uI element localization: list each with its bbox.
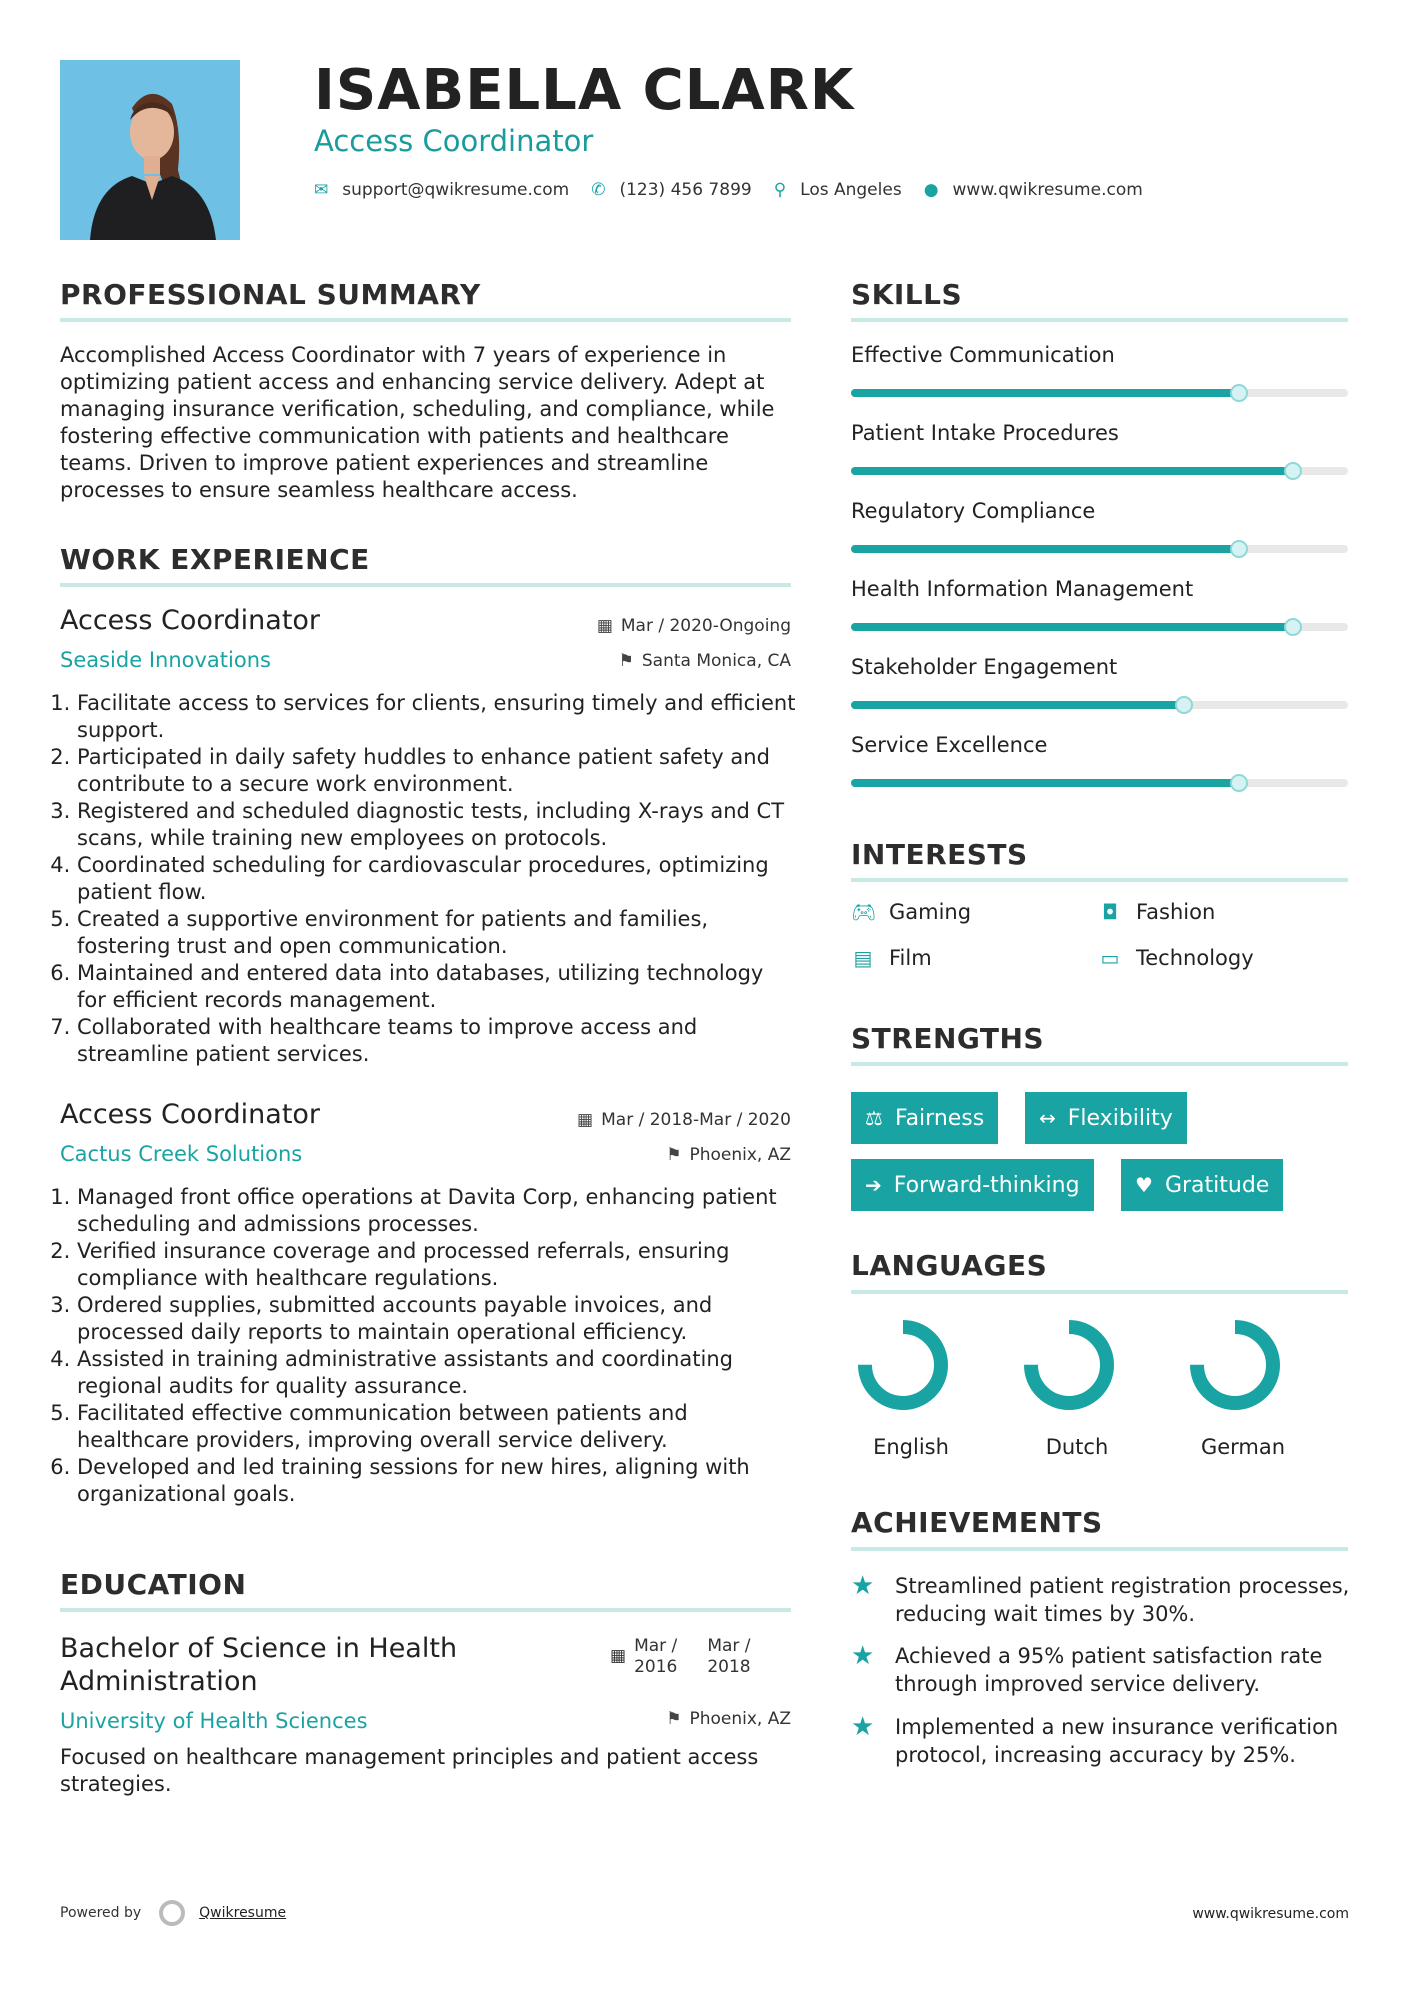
calendar-icon: ▦ — [596, 616, 613, 636]
interest-label: Fashion — [1136, 900, 1216, 924]
job-dates — [577, 1110, 791, 1130]
profile-photo — [60, 60, 240, 240]
job-bullets — [58, 1184, 798, 1508]
footer-website[interactable]: www.qwikresume.com — [1192, 1906, 1349, 1922]
heart-icon: ♥ — [1135, 1173, 1153, 1197]
skills-heading: SKILLS — [851, 278, 963, 311]
skill-label: Health Information Management — [851, 577, 1194, 601]
start-month: Mar / — [634, 1636, 678, 1656]
skill-label: Stakeholder Engagement — [851, 655, 1118, 679]
qwikresume-logo-icon — [159, 1900, 185, 1926]
degree-line: Administration — [60, 1666, 258, 1697]
strength-label: Fairness — [894, 1105, 985, 1131]
job-company: Cactus Creek Solutions — [60, 1142, 303, 1166]
skill-bar — [851, 389, 1348, 397]
email-text: support@qwikresume.com — [342, 180, 570, 200]
contact-bar — [314, 180, 1165, 200]
school-name: University of Health Sciences — [60, 1709, 368, 1733]
job-bullets — [58, 690, 798, 1068]
strength-badge — [851, 1159, 1094, 1211]
achievement-text: Implemented a new insurance verification protocol, increasing accuracy by 25%. — [895, 1715, 1339, 1767]
education-divider — [60, 1608, 791, 1612]
brand-link[interactable]: Qwikresume — [199, 1905, 287, 1921]
job-location-text: Santa Monica, CA — [641, 651, 791, 671]
language-label: Dutch — [1045, 1435, 1109, 1459]
interest-item — [851, 900, 971, 924]
achievements-divider — [851, 1547, 1348, 1551]
calendar-icon: ▦ — [577, 1110, 594, 1130]
gamepad-icon: 🎮︎ — [851, 900, 877, 924]
phone-text: (123) 456 7899 — [619, 180, 752, 200]
skill-bar-fill — [851, 389, 1239, 397]
strength-badge — [1025, 1092, 1187, 1144]
skill-label: Regulatory Compliance — [851, 499, 1096, 523]
skill-bar — [851, 545, 1348, 553]
language-ring — [1190, 1320, 1280, 1410]
film-icon: ▤ — [853, 946, 873, 970]
contact-email[interactable] — [314, 180, 569, 200]
skill-label: Service Excellence — [851, 733, 1048, 757]
balance-scale-icon: ⚖ — [865, 1106, 883, 1130]
interest-label: Gaming — [889, 900, 972, 924]
star-icon: ★ — [851, 1571, 875, 1601]
skill-bar-handle — [1230, 384, 1248, 402]
powered-by-text: Powered by — [60, 1905, 142, 1921]
list-item: 6. Developed and led training sessions for new hires, aligning with organizational goals. — [77, 1454, 798, 1508]
language-ring — [858, 1320, 948, 1410]
achievement-text: Streamlined patient registration processes, reducing wait times by 30%. — [895, 1574, 1350, 1626]
skills-divider — [851, 318, 1348, 322]
education-description: Focused on healthcare management principles and patient access strategies. — [60, 1745, 759, 1796]
arrows-horizontal-icon: ↔ — [1039, 1106, 1056, 1130]
interests-divider — [851, 878, 1348, 882]
skill-bar — [851, 701, 1348, 709]
interest-label: Film — [889, 946, 932, 970]
interest-item — [851, 946, 932, 970]
skill-bar-handle — [1284, 618, 1302, 636]
strength-label: Gratitude — [1164, 1172, 1270, 1198]
language-ring — [1024, 1320, 1114, 1410]
list-item: 3. Ordered supplies, submitted accounts payable invoices, and processed daily reports to maintain operational efficiency. — [77, 1292, 798, 1346]
achievement-item — [851, 1713, 1351, 1769]
education-heading: EDUCATION — [60, 1568, 247, 1601]
envelope-icon: ✉ — [314, 180, 329, 200]
end-year: 2018 — [707, 1657, 751, 1677]
languages-divider — [851, 1290, 1348, 1294]
strength-label: Flexibility — [1067, 1105, 1173, 1131]
footer-powered-by — [60, 1900, 286, 1926]
skill-label: Effective Communication — [851, 343, 1115, 367]
education-start — [634, 1636, 677, 1678]
experience-heading: WORK EXPERIENCE — [60, 543, 370, 576]
education-location-text: Phoenix, AZ — [689, 1709, 791, 1729]
education-dates — [610, 1636, 751, 1678]
education-location — [666, 1709, 791, 1729]
skill-label: Patient Intake Procedures — [851, 421, 1119, 445]
start-year: 2016 — [634, 1657, 678, 1677]
education-end — [707, 1636, 750, 1678]
summary-heading: PROFESSIONAL SUMMARY — [60, 278, 481, 311]
language-label: German — [1200, 1435, 1286, 1459]
job-dates-text: Mar / 2020-Ongoing — [620, 616, 791, 636]
strengths-divider — [851, 1062, 1348, 1066]
list-item: 5. Facilitated effective communication between patients and healthcare providers, improving overall service delivery. — [77, 1400, 798, 1454]
list-item: 2. Verified insurance coverage and processed referrals, ensuring compliance with healthcare regulations. — [77, 1238, 798, 1292]
list-item: 5. Created a supportive environment for patients and families, fostering trust and open communication. — [77, 906, 798, 960]
strength-label: Forward-thinking — [893, 1172, 1080, 1198]
achievement-item — [851, 1572, 1351, 1628]
skill-bar-handle — [1230, 774, 1248, 792]
skill-bar-fill — [851, 623, 1293, 631]
pin-icon: ⚑ — [666, 1709, 682, 1729]
degree-title — [60, 1632, 457, 1698]
degree-line: Bachelor of Science in Health — [60, 1633, 458, 1664]
list-item: 3. Registered and scheduled diagnostic tests, including X-rays and CT scans, while training new employees on protocols. — [77, 798, 798, 852]
arrow-right-icon: ➔ — [865, 1173, 882, 1197]
star-icon: ★ — [851, 1641, 875, 1671]
skill-bar — [851, 623, 1348, 631]
job-dates-text: Mar / 2018-Mar / 2020 — [601, 1110, 791, 1130]
phone-icon: ✆ — [591, 180, 606, 200]
list-item: 4. Assisted in training administrative assistants and coordinating regional audits for quality assurance. — [77, 1346, 798, 1400]
pin-icon: ⚑ — [666, 1145, 682, 1165]
job-company: Seaside Innovations — [60, 648, 271, 672]
strength-badge — [851, 1092, 998, 1144]
candidate-title: Access Coordinator — [314, 124, 594, 158]
achievements-heading: ACHIEVEMENTS — [851, 1506, 1103, 1539]
list-item: 6. Maintained and entered data into databases, utilizing technology for efficient records management. — [77, 960, 798, 1014]
job-location-text: Phoenix, AZ — [689, 1145, 791, 1165]
achievement-text: Achieved a 95% patient satisfaction rate through improved service delivery. — [895, 1644, 1323, 1696]
skill-bar-fill — [851, 779, 1239, 787]
skill-bar — [851, 779, 1348, 787]
language-label: English — [873, 1435, 949, 1459]
job-title: Access Coordinator — [60, 605, 321, 636]
list-item: 4. Coordinated scheduling for cardiovascular procedures, optimizing patient flow. — [77, 852, 798, 906]
interest-label: Technology — [1136, 946, 1254, 970]
skill-bar-fill — [851, 545, 1239, 553]
list-item: 7. Collaborated with healthcare teams to improve access and streamline patient services. — [77, 1014, 798, 1068]
strength-badge — [1121, 1159, 1283, 1211]
job-location — [666, 1145, 791, 1165]
location-text: Los Angeles — [800, 180, 902, 200]
globe-icon: ● — [923, 180, 939, 200]
website-text: www.qwikresume.com — [952, 180, 1143, 200]
interests-heading: INTERESTS — [851, 838, 1028, 871]
skill-bar — [851, 467, 1348, 475]
skill-bar-handle — [1230, 540, 1248, 558]
end-month: Mar / — [707, 1636, 751, 1656]
contact-website[interactable] — [924, 180, 1143, 200]
star-icon: ★ — [851, 1712, 875, 1742]
skill-bar-fill — [851, 467, 1293, 475]
interest-item — [1098, 946, 1254, 970]
calendar-icon: ▦ — [610, 1646, 627, 1666]
achievement-item — [851, 1642, 1351, 1698]
avatar — [60, 60, 240, 240]
list-item: 1. Managed front office operations at Davita Corp, enhancing patient scheduling and admissions processes. — [77, 1184, 798, 1238]
skill-bar-fill — [851, 701, 1184, 709]
list-item: 1. Facilitate access to services for clients, ensuring timely and efficient support. — [77, 690, 798, 744]
pin-icon: ⚑ — [618, 651, 634, 671]
candidate-name: ISABELLA CLARK — [314, 58, 855, 123]
interest-item — [1098, 900, 1215, 924]
skill-bar-handle — [1175, 696, 1193, 714]
laptop-icon: ▭ — [1100, 946, 1120, 970]
strengths-heading: STRENGTHS — [851, 1022, 1045, 1055]
list-item: 2. Participated in daily safety huddles to enhance patient safety and contribute to a secure work environment. — [77, 744, 798, 798]
map-marker-icon: ⚲ — [773, 180, 787, 200]
experience-divider — [60, 583, 791, 587]
contact-location — [774, 180, 902, 200]
summary-divider — [60, 318, 791, 322]
job-dates — [597, 616, 791, 636]
summary-text: Accomplished Access Coordinator with 7 years of experience in optimizing patient access and enhancing service delivery. Adept at managing insurance verification, scheduling, and compliance, while fostering effective communication with patients and healthcare teams. Driven to improve patient experiences and streamline processes to ensure seamless healthcare access. — [60, 343, 775, 502]
shopping-bag-icon: ◘ — [1102, 900, 1118, 924]
job-title: Access Coordinator — [60, 1099, 321, 1130]
job-location — [619, 651, 791, 671]
contact-phone[interactable] — [591, 180, 751, 200]
skill-bar-handle — [1284, 462, 1302, 480]
languages-heading: LANGUAGES — [851, 1249, 1048, 1282]
